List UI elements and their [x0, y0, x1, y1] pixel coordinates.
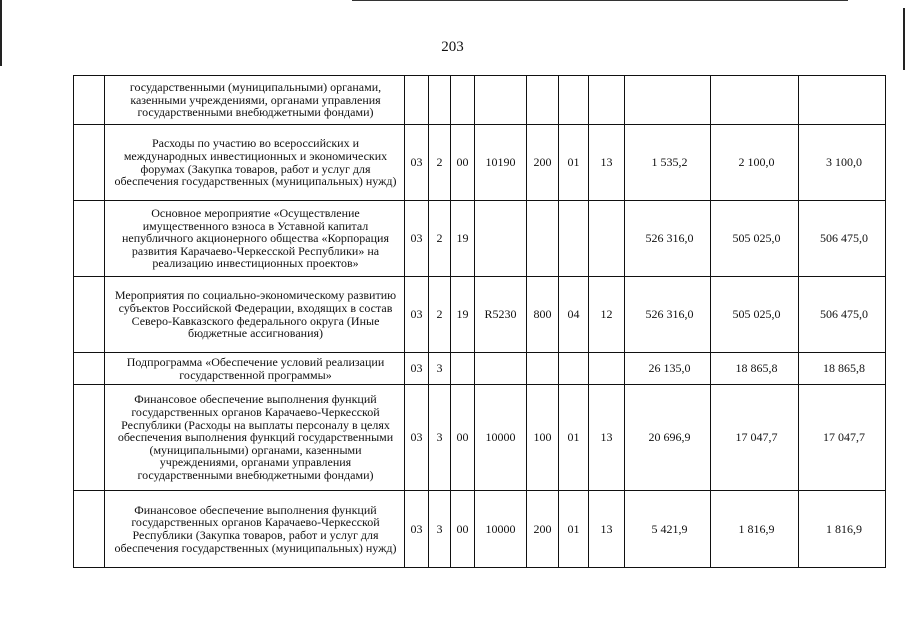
- scan-edge-left: [0, 0, 2, 66]
- top-rule: [352, 0, 848, 1]
- section-cell: [559, 125, 589, 201]
- measure-code-cell: [451, 277, 475, 353]
- section-cell: [559, 277, 589, 353]
- blank-cell: [74, 125, 105, 201]
- section-text: 01: [567, 521, 580, 536]
- table-row: [74, 76, 886, 125]
- amount-year3-cell: [799, 385, 886, 491]
- program-code-cell: [405, 277, 429, 353]
- subprogram-code-cell: [429, 125, 451, 201]
- description-cell: [105, 353, 405, 385]
- program-code-cell: [405, 125, 429, 201]
- table-row: [74, 491, 886, 568]
- subsection-cell: [589, 353, 625, 385]
- subsection-text: 12: [600, 307, 613, 322]
- amount-year1-text: 526 316,0: [645, 231, 694, 246]
- program-code-text: 03: [410, 430, 423, 445]
- section-cell: [559, 385, 589, 491]
- amount-year3-text: 506 475,0: [820, 307, 868, 322]
- subsection-text: 13: [600, 521, 613, 536]
- measure-code-text: 19: [456, 231, 469, 246]
- amount-year2-cell: [711, 277, 799, 353]
- description-text: Основное мероприятие «Осуществление имущественного взноса в Уставной капитал непубличного акционерного общества «Корпорация развития Карачаево-Черкесской Республики» на реализацию инвестиционных проектов»: [122, 206, 389, 271]
- subprogram-code-text: 3: [436, 430, 443, 445]
- program-code-text: 03: [410, 155, 423, 170]
- section-cell: [559, 491, 589, 568]
- subprogram-code-cell: [429, 76, 451, 125]
- expense-type-text: 200: [533, 155, 552, 170]
- expense-code-cell: [475, 201, 527, 277]
- amount-year2-text: 505 025,0: [732, 307, 781, 322]
- subsection-cell: [589, 491, 625, 568]
- amount-year1-cell: [625, 125, 711, 201]
- program-code-cell: [405, 76, 429, 125]
- subprogram-code-cell: [429, 277, 451, 353]
- amount-year2-cell: [711, 76, 799, 125]
- subsection-cell: [589, 125, 625, 201]
- amount-year3-cell: [799, 491, 886, 568]
- amount-year2-cell: [711, 385, 799, 491]
- measure-code-cell: [451, 491, 475, 568]
- measure-code-text: 00: [456, 155, 469, 170]
- amount-year3-cell: [799, 201, 886, 277]
- amount-year3-cell: [799, 353, 886, 385]
- budget-table: [73, 75, 886, 568]
- amount-year1-cell: [625, 385, 711, 491]
- amount-year3-cell: [799, 277, 886, 353]
- subprogram-code-text: 2: [436, 155, 443, 170]
- subprogram-code-text: 2: [436, 231, 443, 246]
- expense-type-cell: [527, 353, 559, 385]
- table-row: [74, 353, 886, 385]
- expense-type-text: 800: [533, 307, 552, 322]
- expense-code-cell: [475, 353, 527, 385]
- expense-type-cell: [527, 76, 559, 125]
- amount-year2-cell: [711, 201, 799, 277]
- program-code-cell: [405, 353, 429, 385]
- amount-year2-cell: [711, 125, 799, 201]
- amount-year3-cell: [799, 76, 886, 125]
- description-text: Финансовое обеспечение выполнения функций государственных органов Карачаево-Черкесской Республики (Закупка товаров, работ и услуг для обеспечения государственных (муниципальных) нужд): [114, 502, 397, 555]
- expense-code-text: R5230: [484, 307, 517, 322]
- program-code-cell: [405, 491, 429, 568]
- expense-type-cell: [527, 277, 559, 353]
- amount-year1-text: 526 316,0: [645, 307, 694, 322]
- program-code-text: 03: [410, 361, 423, 376]
- amount-year2-text: 2 100,0: [738, 155, 775, 170]
- amount-year1-cell: [625, 353, 711, 385]
- program-code-cell: [405, 385, 429, 491]
- measure-code-cell: [451, 76, 475, 125]
- subsection-text: 13: [600, 430, 613, 445]
- expense-type-cell: [527, 385, 559, 491]
- description-cell: [105, 491, 405, 568]
- expense-code-cell: [475, 277, 527, 353]
- amount-year3-text: 3 100,0: [826, 155, 862, 170]
- description-cell: [105, 76, 405, 125]
- subsection-text: 13: [600, 155, 613, 170]
- section-text: 01: [567, 155, 580, 170]
- amount-year3-text: 506 475,0: [820, 231, 868, 246]
- blank-cell: [74, 277, 105, 353]
- table-row: [74, 201, 886, 277]
- section-text: 01: [567, 430, 580, 445]
- budget-table-body: [74, 76, 886, 568]
- blank-cell: [74, 353, 105, 385]
- amount-year1-text: 5 421,9: [651, 521, 688, 536]
- description-text: Мероприятия по социально-экономическому развитию субъектов Российской Федерации, входящих в состав Северо-Кавказского федерального округа (Иные бюджетные ассигнования): [114, 288, 397, 341]
- amount-year1-cell: [625, 201, 711, 277]
- amount-year2-cell: [711, 491, 799, 568]
- section-cell: [559, 201, 589, 277]
- expense-type-text: 100: [533, 430, 552, 445]
- amount-year2-text: 18 865,8: [735, 361, 778, 376]
- description-text: Расходы по участию во всероссийских и международных инвестиционных и экономических форумах (Закупка товаров, работ и услуг для обеспечения государственных (муниципальных) нужд): [114, 136, 397, 189]
- expense-code-cell: [475, 491, 527, 568]
- expense-code-cell: [475, 125, 527, 201]
- amount-year1-cell: [625, 277, 711, 353]
- description-text: государственными (муниципальными) органами, казенными учреждениями, органами управления государственными внебюджетными фондами): [129, 80, 382, 120]
- description-cell: [105, 125, 405, 201]
- expense-code-cell: [475, 76, 527, 125]
- table-row: [74, 125, 886, 201]
- program-code-text: 03: [410, 521, 423, 536]
- section-cell: [559, 353, 589, 385]
- subprogram-code-text: 3: [436, 361, 443, 376]
- expense-code-text: 10190: [485, 155, 516, 170]
- description-text: Подпрограмма «Обеспечение условий реализации государственной программы»: [126, 354, 385, 382]
- section-cell: [559, 76, 589, 125]
- subsection-cell: [589, 76, 625, 125]
- program-code-text: 03: [410, 307, 423, 322]
- subprogram-code-text: 2: [436, 307, 443, 322]
- description-text: Финансовое обеспечение выполнения функций государственных органов Карачаево-Черкесской Республики (Расходы на выплаты персоналу в целях обеспечения выполнения функций государственными (муниципальными) органами, казенными учреждениями, органами управления государственными внебюджетными фондами): [117, 392, 394, 482]
- description-cell: [105, 277, 405, 353]
- amount-year3-text: 1 816,9: [826, 521, 862, 536]
- amount-year1-cell: [625, 491, 711, 568]
- description-cell: [105, 385, 405, 491]
- program-code-cell: [405, 201, 429, 277]
- program-code-text: 03: [410, 231, 423, 246]
- amount-year2-cell: [711, 353, 799, 385]
- measure-code-cell: [451, 385, 475, 491]
- amount-year2-text: 17 047,7: [735, 430, 778, 445]
- section-text: 04: [567, 307, 580, 322]
- subsection-cell: [589, 385, 625, 491]
- expense-type-cell: [527, 491, 559, 568]
- expense-code-text: 10000: [485, 430, 516, 445]
- subprogram-code-cell: [429, 353, 451, 385]
- subsection-cell: [589, 277, 625, 353]
- expense-type-text: 200: [533, 521, 552, 536]
- subsection-cell: [589, 201, 625, 277]
- amount-year1-text: 1 535,2: [651, 155, 688, 170]
- expense-code-text: 10000: [485, 521, 516, 536]
- subprogram-code-cell: [429, 385, 451, 491]
- amount-year2-text: 1 816,9: [738, 521, 775, 536]
- measure-code-cell: [451, 353, 475, 385]
- amount-year1-text: 26 135,0: [648, 361, 691, 376]
- page-number: 203: [441, 39, 464, 55]
- amount-year1-cell: [625, 76, 711, 125]
- blank-cell: [74, 201, 105, 277]
- table-row: [74, 277, 886, 353]
- expense-type-cell: [527, 201, 559, 277]
- measure-code-text: 00: [456, 521, 469, 536]
- amount-year3-text: 17 047,7: [823, 430, 865, 445]
- subprogram-code-cell: [429, 491, 451, 568]
- subprogram-code-text: 3: [436, 521, 443, 536]
- table-row: [74, 385, 886, 491]
- amount-year2-text: 505 025,0: [732, 231, 781, 246]
- description-cell: [105, 201, 405, 277]
- amount-year3-text: 18 865,8: [823, 361, 865, 376]
- blank-cell: [74, 491, 105, 568]
- amount-year3-cell: [799, 125, 886, 201]
- measure-code-text: 19: [456, 307, 469, 322]
- measure-code-text: 00: [456, 430, 469, 445]
- blank-cell: [74, 76, 105, 125]
- blank-cell: [74, 385, 105, 491]
- amount-year1-text: 20 696,9: [648, 430, 691, 445]
- subprogram-code-cell: [429, 201, 451, 277]
- measure-code-cell: [451, 201, 475, 277]
- measure-code-cell: [451, 125, 475, 201]
- expense-type-cell: [527, 125, 559, 201]
- expense-code-cell: [475, 385, 527, 491]
